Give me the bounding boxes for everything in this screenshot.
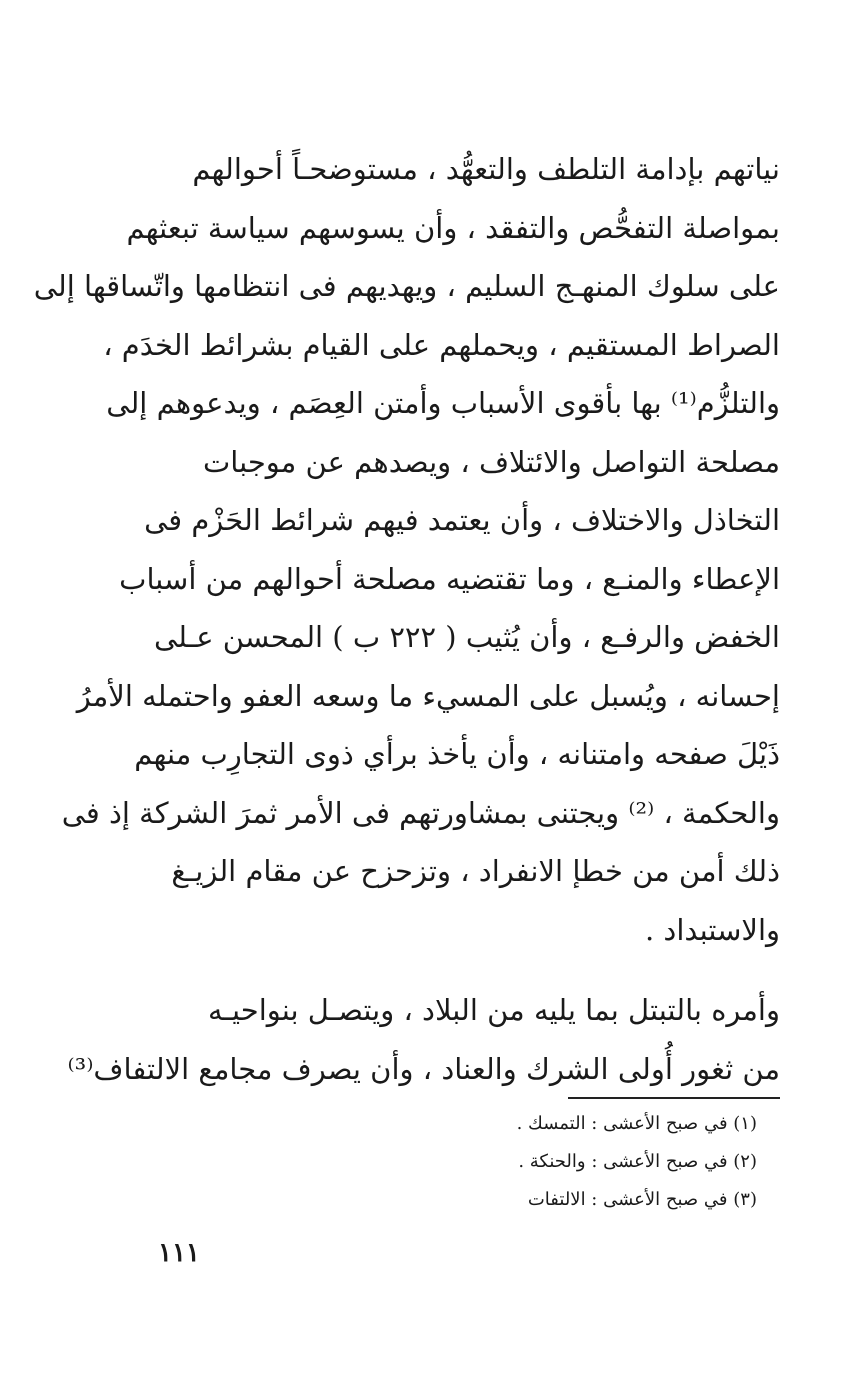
text-line: نياتهم بإدامة التلطف والتعهُّد ، مستوضحـاً أحوالهم bbox=[192, 152, 780, 186]
footnote: (٢) في صبح الأعشى : والحنكة . bbox=[518, 1151, 757, 1172]
footnote: (١) في صبح الأعشى : التمسك . bbox=[516, 1113, 757, 1134]
text-line: وأمره بالتبتل بما يليه من البلاد ، ويتصـل بنواحيـه bbox=[208, 993, 780, 1027]
text-line: مصلحة التواصل والائتلاف ، ويصدهم عن موجبات bbox=[202, 444, 780, 479]
text-line: إحسانه ، ويُسبل على المسيء ما وسعه العفو واحتمله الأمرُ bbox=[76, 678, 780, 713]
text-line: الخفض والرفـع ، وأن يُثيب ( ٢٢٢ ب ) المحسن عـلى bbox=[153, 620, 780, 654]
text-line: ذَيْلَ صفحه وامتنانه ، وأن يأخذ برأي ذوى التجارِب منهم bbox=[134, 737, 780, 771]
footnote-separator bbox=[568, 1097, 780, 1099]
main-text bbox=[33, 140, 780, 1098]
text-line: الإعطاء والمنـع ، وما تقتضيه مصلحة أحوالهم من أسباب bbox=[119, 561, 780, 596]
text-line: ذلك أمن من خطإ الانفراد ، وتزحزح عن مقام الزيـغ bbox=[171, 854, 780, 888]
text-line: والتلزُّم⁽¹⁾ بها بأقوى الأسباب وأمتن العِصَم ، ويدعوهم إلى bbox=[106, 386, 780, 420]
text-line: على سلوك المنهـج السليم ، ويهديهم فى انتظامها واتّساقها إلى bbox=[33, 269, 780, 303]
text-line: من ثغور أُولى الشرك والعناد ، وأن يصرف مجامع الالتفاف⁽³⁾ bbox=[67, 1051, 780, 1086]
text-line: بمواصلة التفحُّص والتفقد ، وأن يسوسهم سياسة تبعثهم bbox=[126, 210, 780, 245]
text-line: والاستبداد . bbox=[644, 912, 780, 947]
footnotes bbox=[257, 1105, 757, 1219]
text-line: والحكمة ، ⁽²⁾ ويجتنى بمشاورتهم فى الأمر ثمرَ الشركة إذ فى bbox=[61, 795, 780, 830]
text-line: الصراط المستقيم ، ويحملهم على القيام بشرائط الخدَم ، bbox=[103, 327, 780, 362]
footnote: (٣) في صبح الأعشى : الالتفات bbox=[527, 1189, 757, 1210]
page-number: ١١١ bbox=[158, 1238, 200, 1268]
text-line: التخاذل والاختلاف ، وأن يعتمد فيهم شرائط الحَزْم فى bbox=[144, 503, 780, 537]
